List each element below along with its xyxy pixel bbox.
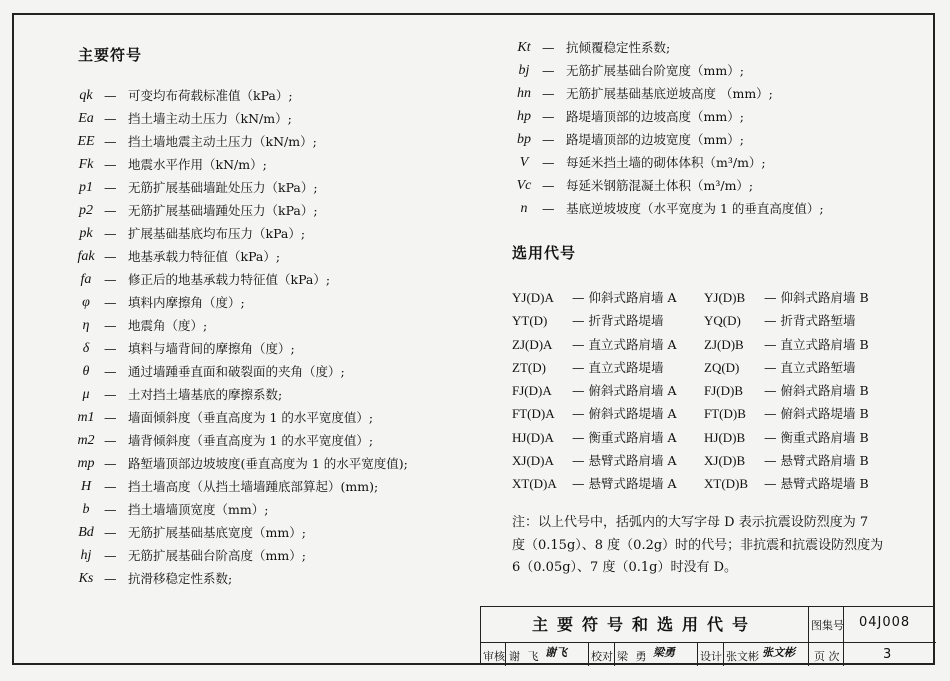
symbol-dash: — (104, 272, 117, 287)
symbol: m1 (77, 410, 95, 425)
symbol-dash: — (542, 63, 555, 78)
symbol: mp (77, 456, 95, 471)
code: HJ(D)B (704, 429, 746, 445)
symbol-description: 每延米挡土墙的砌体体积（m³/m）; (566, 155, 766, 170)
symbol: hp (517, 109, 531, 124)
symbol: Fk (78, 157, 94, 172)
code-description: — 俯斜式路肩墙 A (572, 383, 677, 399)
code: ZT(D) (512, 359, 546, 375)
symbol: Kt (517, 40, 531, 55)
page-label: 页 次 (814, 650, 840, 663)
code-description: — 悬臂式路肩墙 B (764, 453, 869, 469)
symbol-description: 填料内摩擦角（度）; (128, 295, 245, 310)
design-label: 设计 (700, 650, 722, 663)
symbol: Bd (78, 525, 94, 540)
symbol: fa (80, 272, 92, 287)
code-description: — 直立式路堑墙 (764, 359, 856, 375)
symbol-description: 挡土墙墙顶宽度（mm）; (128, 502, 269, 517)
symbol-dash: — (104, 134, 117, 149)
symbols-heading: 主要符号 (78, 46, 143, 64)
check-signature: 梁勇 (653, 646, 675, 659)
symbol: p1 (79, 180, 93, 195)
code: ZJ(D)B (704, 336, 744, 352)
code: ZJ(D)A (512, 336, 553, 352)
symbol-description: 挡土墙高度（从挡土墙墙踵底部算起）(mm); (128, 479, 379, 494)
code-description: — 直立式路肩墙 B (764, 336, 869, 352)
symbol-dash: — (104, 387, 117, 402)
symbol: bj (518, 63, 530, 78)
code: XT(D)A (512, 476, 557, 492)
symbol-dash: — (104, 203, 117, 218)
codes-heading: 选用代号 (512, 244, 577, 262)
symbol: H (80, 479, 92, 494)
symbol-description: 通过墙踵垂直面和破裂面的夹角（度）; (128, 364, 345, 379)
symbol-description: 修正后的地基承载力特征值（kPa）; (128, 272, 331, 287)
symbol-description: 挡土墙主动土压力（kN/m）; (128, 111, 292, 126)
title-block-title: 主要符号和选用代号 (531, 615, 757, 634)
symbol-description: 每延米钢筋混凝土体积（m³/m）; (566, 178, 754, 193)
symbol-description: 无筋扩展基础台阶宽度（mm）; (566, 63, 744, 78)
code-description: — 俯斜式路堤墙 B (764, 406, 869, 422)
symbol-description: 无筋扩展基础墙趾处压力（kPa）; (128, 180, 318, 195)
code-description: — 仰斜式路肩墙 A (572, 290, 677, 305)
review-label: 审核 (483, 650, 505, 663)
code-description: — 衡重式路肩墙 B (764, 429, 869, 445)
symbol-description: 路堤墙顶部的边坡宽度（mm）; (566, 132, 744, 147)
code-description: — 折背式路堑墙 (764, 313, 856, 329)
symbol-description: 扩展基础基底均布压力（kPa）; (128, 226, 306, 241)
code-description: — 直立式路堤墙 (572, 359, 664, 375)
symbol-dash: — (104, 295, 117, 310)
symbol-dash: — (104, 479, 117, 494)
symbol-description: 可变均布荷载标准值（kPa）; (128, 88, 293, 103)
symbol-dash: — (542, 201, 555, 216)
symbol-description: 路堑墙顶部边坡坡度(垂直高度为 1 的水平宽度值); (128, 456, 408, 471)
code: FT(D)A (512, 406, 555, 422)
atlas-no: 04J008 (859, 615, 911, 630)
symbol-dash: — (104, 571, 117, 586)
symbol: qk (79, 88, 93, 103)
symbol: θ (82, 364, 90, 379)
symbol-dash: — (104, 341, 117, 356)
symbol-dash: — (104, 180, 117, 195)
symbol-description: 地震水平作用（kN/m）; (128, 157, 267, 172)
symbol-dash: — (104, 318, 117, 333)
symbol-description: 地基承载力特征值（kPa）; (128, 249, 281, 264)
symbol-description: 土对挡土墙基底的摩擦系数; (128, 387, 283, 402)
symbol-dash: — (542, 178, 555, 193)
design-signature: 张文彬 (762, 646, 795, 659)
code-description: — 仰斜式路肩墙 B (764, 290, 869, 305)
symbol-description: 填料与墙背间的摩擦角（度）; (128, 341, 295, 356)
symbol: n (520, 201, 528, 216)
code: YJ(D)B (704, 290, 746, 305)
symbol-dash: — (542, 40, 555, 55)
code-description: — 悬臂式路肩墙 A (572, 453, 677, 469)
code: FJ(D)B (704, 383, 744, 399)
symbol: hj (80, 548, 92, 563)
symbol: bp (517, 132, 531, 147)
code: HJ(D)A (512, 429, 554, 445)
symbol-description: 墙面倾斜度（垂直高度为 1 的水平宽度值）; (128, 410, 374, 425)
symbol-dash: — (542, 132, 555, 147)
code: YT(D) (512, 313, 548, 329)
code-description: — 衡重式路肩墙 A (572, 429, 677, 445)
symbol: EE (77, 134, 95, 149)
title-block (480, 606, 935, 665)
symbol-dash: — (542, 86, 555, 101)
code-description: — 折背式路堤墙 (572, 313, 664, 329)
symbol: μ (82, 387, 90, 402)
design-name: 张文彬 (726, 650, 759, 663)
review-name: 谢 飞 (509, 650, 541, 663)
codes-note: 注：以上代号中，括弧内的大写字母 D 表示抗震设防烈度为 7 度（0.15g）、8 度（0.2g）时的代号；非抗震和抗震设防烈度为 6（0.05g）、7 度（0.1g）时没有 D。 (512, 515, 884, 575)
symbol-dash: — (104, 157, 117, 172)
code: YJ(D)A (512, 290, 554, 305)
symbol-dash: — (104, 410, 117, 425)
symbol-dash: — (104, 364, 117, 379)
atlas-no-label: 图集号 (811, 619, 844, 632)
symbol-description: 无筋扩展基础基底逆坡高度 （mm）; (566, 86, 773, 101)
code: YQ(D) (704, 313, 741, 329)
symbol-description: 挡土墙地震主动土压力（kN/m）; (128, 134, 317, 149)
symbol: fak (77, 249, 95, 264)
symbol: η (82, 318, 90, 333)
symbol: V (519, 155, 529, 170)
symbol: hn (517, 86, 531, 101)
symbol-description: 抗滑移稳定性系数; (128, 571, 233, 586)
symbol-dash: — (104, 226, 117, 241)
code: XJ(D)B (704, 453, 746, 469)
code-description: — 俯斜式路肩墙 B (764, 383, 869, 399)
symbol-dash: — (104, 111, 117, 126)
symbol-description: 基底逆坡坡度（水平宽度为 1 的垂直高度值）; (566, 201, 824, 216)
symbol: δ (82, 341, 90, 356)
code-description: — 悬臂式路堤墙 B (764, 476, 869, 492)
code: XJ(D)A (512, 453, 554, 469)
symbol-dash: — (542, 109, 555, 124)
symbol-description: 无筋扩展基础墙踵处压力（kPa）; (128, 203, 318, 218)
code: ZQ(D) (704, 359, 740, 375)
page-number: 3 (883, 647, 892, 662)
symbol-dash: — (104, 433, 117, 448)
symbol: m2 (77, 433, 95, 448)
symbol-description: 路堤墙顶部的边坡高度（mm）; (566, 109, 744, 124)
symbol-description: 无筋扩展基础台阶高度（mm）; (128, 548, 306, 563)
symbol-description: 墙背倾斜度（垂直高度为 1 的水平宽度值）; (128, 433, 374, 448)
symbol: b (82, 502, 90, 517)
symbol-description: 地震角（度）; (128, 318, 208, 333)
symbol-dash: — (542, 155, 555, 170)
symbol: Ks (78, 571, 94, 586)
symbol-dash: — (104, 88, 117, 103)
check-label: 校对 (591, 650, 613, 663)
code: FJ(D)A (512, 383, 552, 399)
code: XT(D)B (704, 476, 749, 492)
review-signature: 谢飞 (545, 646, 567, 659)
symbol-dash: — (104, 456, 117, 471)
symbol: φ (82, 295, 90, 310)
symbol-description: 无筋扩展基础基底宽度（mm）; (128, 525, 306, 540)
symbol-dash: — (104, 502, 117, 517)
symbol-dash: — (104, 525, 117, 540)
check-name: 梁 勇 (617, 650, 649, 663)
symbol: p2 (79, 203, 93, 218)
symbol: Ea (78, 111, 94, 126)
symbol-dash: — (104, 249, 117, 264)
symbol-description: 抗倾覆稳定性系数; (566, 40, 671, 55)
symbol-dash: — (104, 548, 117, 563)
code-description: — 悬臂式路堤墙 A (572, 476, 677, 492)
code-description: — 俯斜式路堤墙 A (572, 406, 677, 422)
symbol: pk (79, 226, 93, 241)
code: FT(D)B (704, 406, 746, 422)
code-description: — 直立式路肩墙 A (572, 336, 677, 352)
symbol: Vc (516, 178, 532, 193)
